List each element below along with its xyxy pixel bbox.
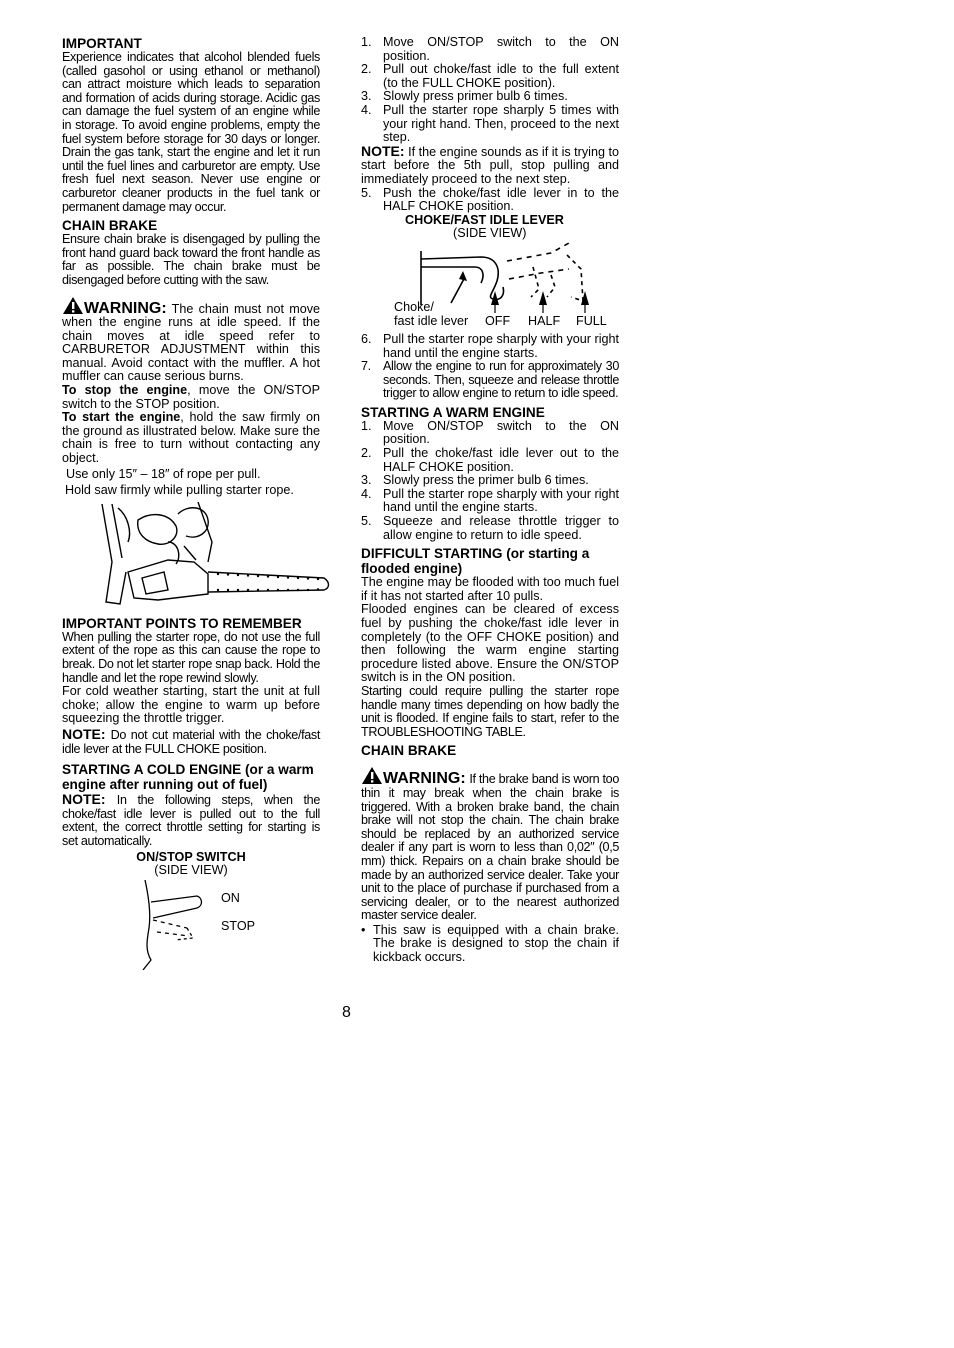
list-item: 7. Allow the engine to run for approximately 30 seconds. Then, squeeze and release throttle trigger to allow engine to return to idle speed. bbox=[361, 359, 619, 401]
warning-label: WARNING: bbox=[84, 299, 167, 317]
switch-on-label: ON bbox=[221, 890, 240, 905]
right-column bbox=[361, 36, 619, 965]
important-text: Experience indicates that alcohol blended fuels (called gasohol or using ethanol or methanol) can attract moisture which leads to separation and formation of acids during storage. Acidic gas can damage the fuel system of an engine while in storage. To avoid engine problems, empty the fuel system before storage for 30 days or longer. Drain the gas tank, start the engine and let it run until the fuel lines and carburetor are empty. Use fresh fuel next season. Never use engine or carburetor cleaner products in the fuel tank or permanent damage may occur. bbox=[62, 50, 320, 214]
list-item: 1. Move ON/STOP switch to the ON position. bbox=[361, 35, 619, 63]
switch-stop-label: STOP bbox=[221, 918, 256, 933]
difficult-text-3: Starting could require pulling the starter rope handle many times depending on how badly the unit is flooded. If engine fails to start, refer to the TROUBLESHOOTING TABLE. bbox=[361, 683, 619, 739]
points-text-1: When pulling the starter rope, do not use the full extent of the rope as this can cause the rope to break. Do not let starter rope snap back. Hold the handle and let the rope rewind slowly. bbox=[62, 629, 320, 685]
lever-subcaption: (SIDE VIEW) bbox=[453, 226, 527, 241]
warning-paragraph bbox=[62, 296, 320, 385]
choke-lever-diagram bbox=[361, 241, 619, 331]
difficult-text-1: The engine may be flooded with too much fuel if it has not started after 10 pulls. bbox=[361, 575, 619, 603]
cold-engine-heading: STARTING A COLD ENGINE (or a warm engine after running out of fuel) bbox=[62, 762, 314, 793]
page-number: 8 bbox=[342, 1004, 351, 1021]
important-heading: IMPORTANT bbox=[62, 36, 142, 51]
lever-half-label: HALF bbox=[528, 313, 561, 328]
chain-brake-heading: CHAIN BRAKE bbox=[62, 218, 158, 234]
list-item: 2. Pull out choke/fast idle to the full extent (to the FULL CHOKE position). bbox=[361, 62, 619, 90]
list-item: 3. Slowly press primer bulb 6 times. bbox=[361, 89, 568, 104]
list-item: 5. Squeeze and release throttle trigger to allow engine to return to idle speed. bbox=[361, 514, 619, 542]
lever-off-label: OFF bbox=[485, 313, 511, 328]
bullet-icon: • bbox=[361, 922, 366, 937]
lever-full-label: FULL bbox=[576, 313, 607, 328]
lever-caption: CHOKE/FAST IDLE LEVER bbox=[405, 212, 564, 227]
list-item: 3. Slowly press the primer bulb 6 times. bbox=[361, 473, 589, 488]
points-heading: IMPORTANT POINTS TO REMEMBER bbox=[62, 615, 302, 631]
points-text-2: For cold weather starting, start the unit at full choke; allow the engine to warm up before squeezing the throttle trigger. bbox=[62, 684, 320, 726]
warning-icon bbox=[361, 766, 383, 785]
switch-subcaption: (SIDE VIEW) bbox=[154, 863, 228, 878]
list-item: 4. Pull the starter rope sharply with your right hand until the engine starts. bbox=[361, 486, 619, 515]
rope-note: Use only 15″ – 18″ of rope per pull. bbox=[66, 466, 261, 481]
warning-text-right: If the brake band is worn too thin it may break when the chain brake is triggered. With a broken brake band, the chain brake will not stop the chain. The chain brake should be replaced by an authorized service dealer if any part is worn to less than 0,02″ (0,5 mm) thick. Repairs on a chain brake should be made by an authorized service dealer. Take your unit to the place of purchase if purchased from a servicing dealer, or to the nearest authorized master service dealer. bbox=[361, 772, 619, 923]
start-engine-text: To start the engine, hold the saw firmly on the ground as illustrated below. Make sure the chain is free to turn without contacting any object. bbox=[62, 410, 320, 466]
starting-saw-illustration bbox=[98, 502, 320, 610]
stop-engine-text: To stop the engine, move the ON/STOP switch to the STOP position. bbox=[62, 383, 320, 411]
cold-steps-list-a bbox=[361, 36, 619, 145]
lever-fast-label: fast idle lever bbox=[394, 313, 469, 328]
switch-caption: ON/STOP SWITCH bbox=[136, 849, 246, 864]
warning-paragraph-right bbox=[361, 766, 619, 923]
list-item: 1. Move ON/STOP switch to the ON position. bbox=[361, 418, 619, 447]
warning-text: The chain must not move when the engine runs at idle speed. If the chain moves at idle speed refer to CARBURETOR ADJUSTMENT within this manual. Avoid contact with the muffler. A hot muffler can cause serious burns. bbox=[62, 301, 320, 384]
left-note: NOTE: Do not cut material with the choke/fast idle lever at the FULL CHOKE position. bbox=[62, 725, 320, 756]
difficult-starting-heading: DIFFICULT STARTING (or starting a flooded engine) bbox=[361, 546, 590, 577]
cold-note: NOTE: In the following steps, when the choke/fast idle lever is pulled out to the full extent, the correct throttle setting for starting is set automatically. bbox=[62, 791, 320, 848]
warm-steps-list bbox=[361, 420, 619, 542]
warm-engine-heading: STARTING A WARM ENGINE bbox=[361, 404, 545, 420]
chain-brake-heading-right: CHAIN BRAKE bbox=[361, 743, 457, 759]
cold-steps-list-b bbox=[361, 187, 619, 214]
list-item: 2. Pull the choke/fast idle lever out to the HALF CHOKE position. bbox=[361, 446, 619, 474]
difficult-text-2: Flooded engines can be cleared of excess fuel by pushing the choke/fast idle lever in completely (to the OFF CHOKE position) and then following the warm engine starting procedure listed above. Ensure the ON/STOP switch is in the ON position. bbox=[361, 602, 619, 685]
list-item: 6. Pull the starter rope sharply with your right hand until the engine starts. bbox=[361, 331, 619, 360]
chain-brake-text: Ensure chain brake is disengaged by pulling the front hand guard back toward the front handle as far as possible. The chain brake must be disengaged before cutting with the saw. bbox=[62, 232, 320, 287]
chain-brake-bullet: • This saw is equipped with a chain brake. The brake is designed to stop the chain if kickback occurs. bbox=[361, 922, 619, 965]
list-item: 4. Pull the starter rope sharply 5 times with your right hand. Then, proceed to the next step. bbox=[361, 102, 619, 145]
warning-label-right: WARNING: bbox=[383, 770, 466, 788]
lever-choke-label: Choke/ bbox=[394, 299, 434, 314]
list-item: 5. Push the choke/fast idle lever in to the HALF CHOKE position. bbox=[361, 185, 619, 214]
on-stop-switch-diagram bbox=[62, 878, 320, 970]
hold-note: Hold saw firmly while pulling starter rope. bbox=[65, 483, 294, 498]
cold-steps-list-c bbox=[361, 333, 619, 401]
warning-icon bbox=[62, 296, 84, 315]
left-column bbox=[62, 36, 320, 970]
right-note: NOTE: If the engine sounds as if it is trying to start before the 5th pull, stop pulling and immediately proceed to the next step. bbox=[361, 142, 620, 186]
